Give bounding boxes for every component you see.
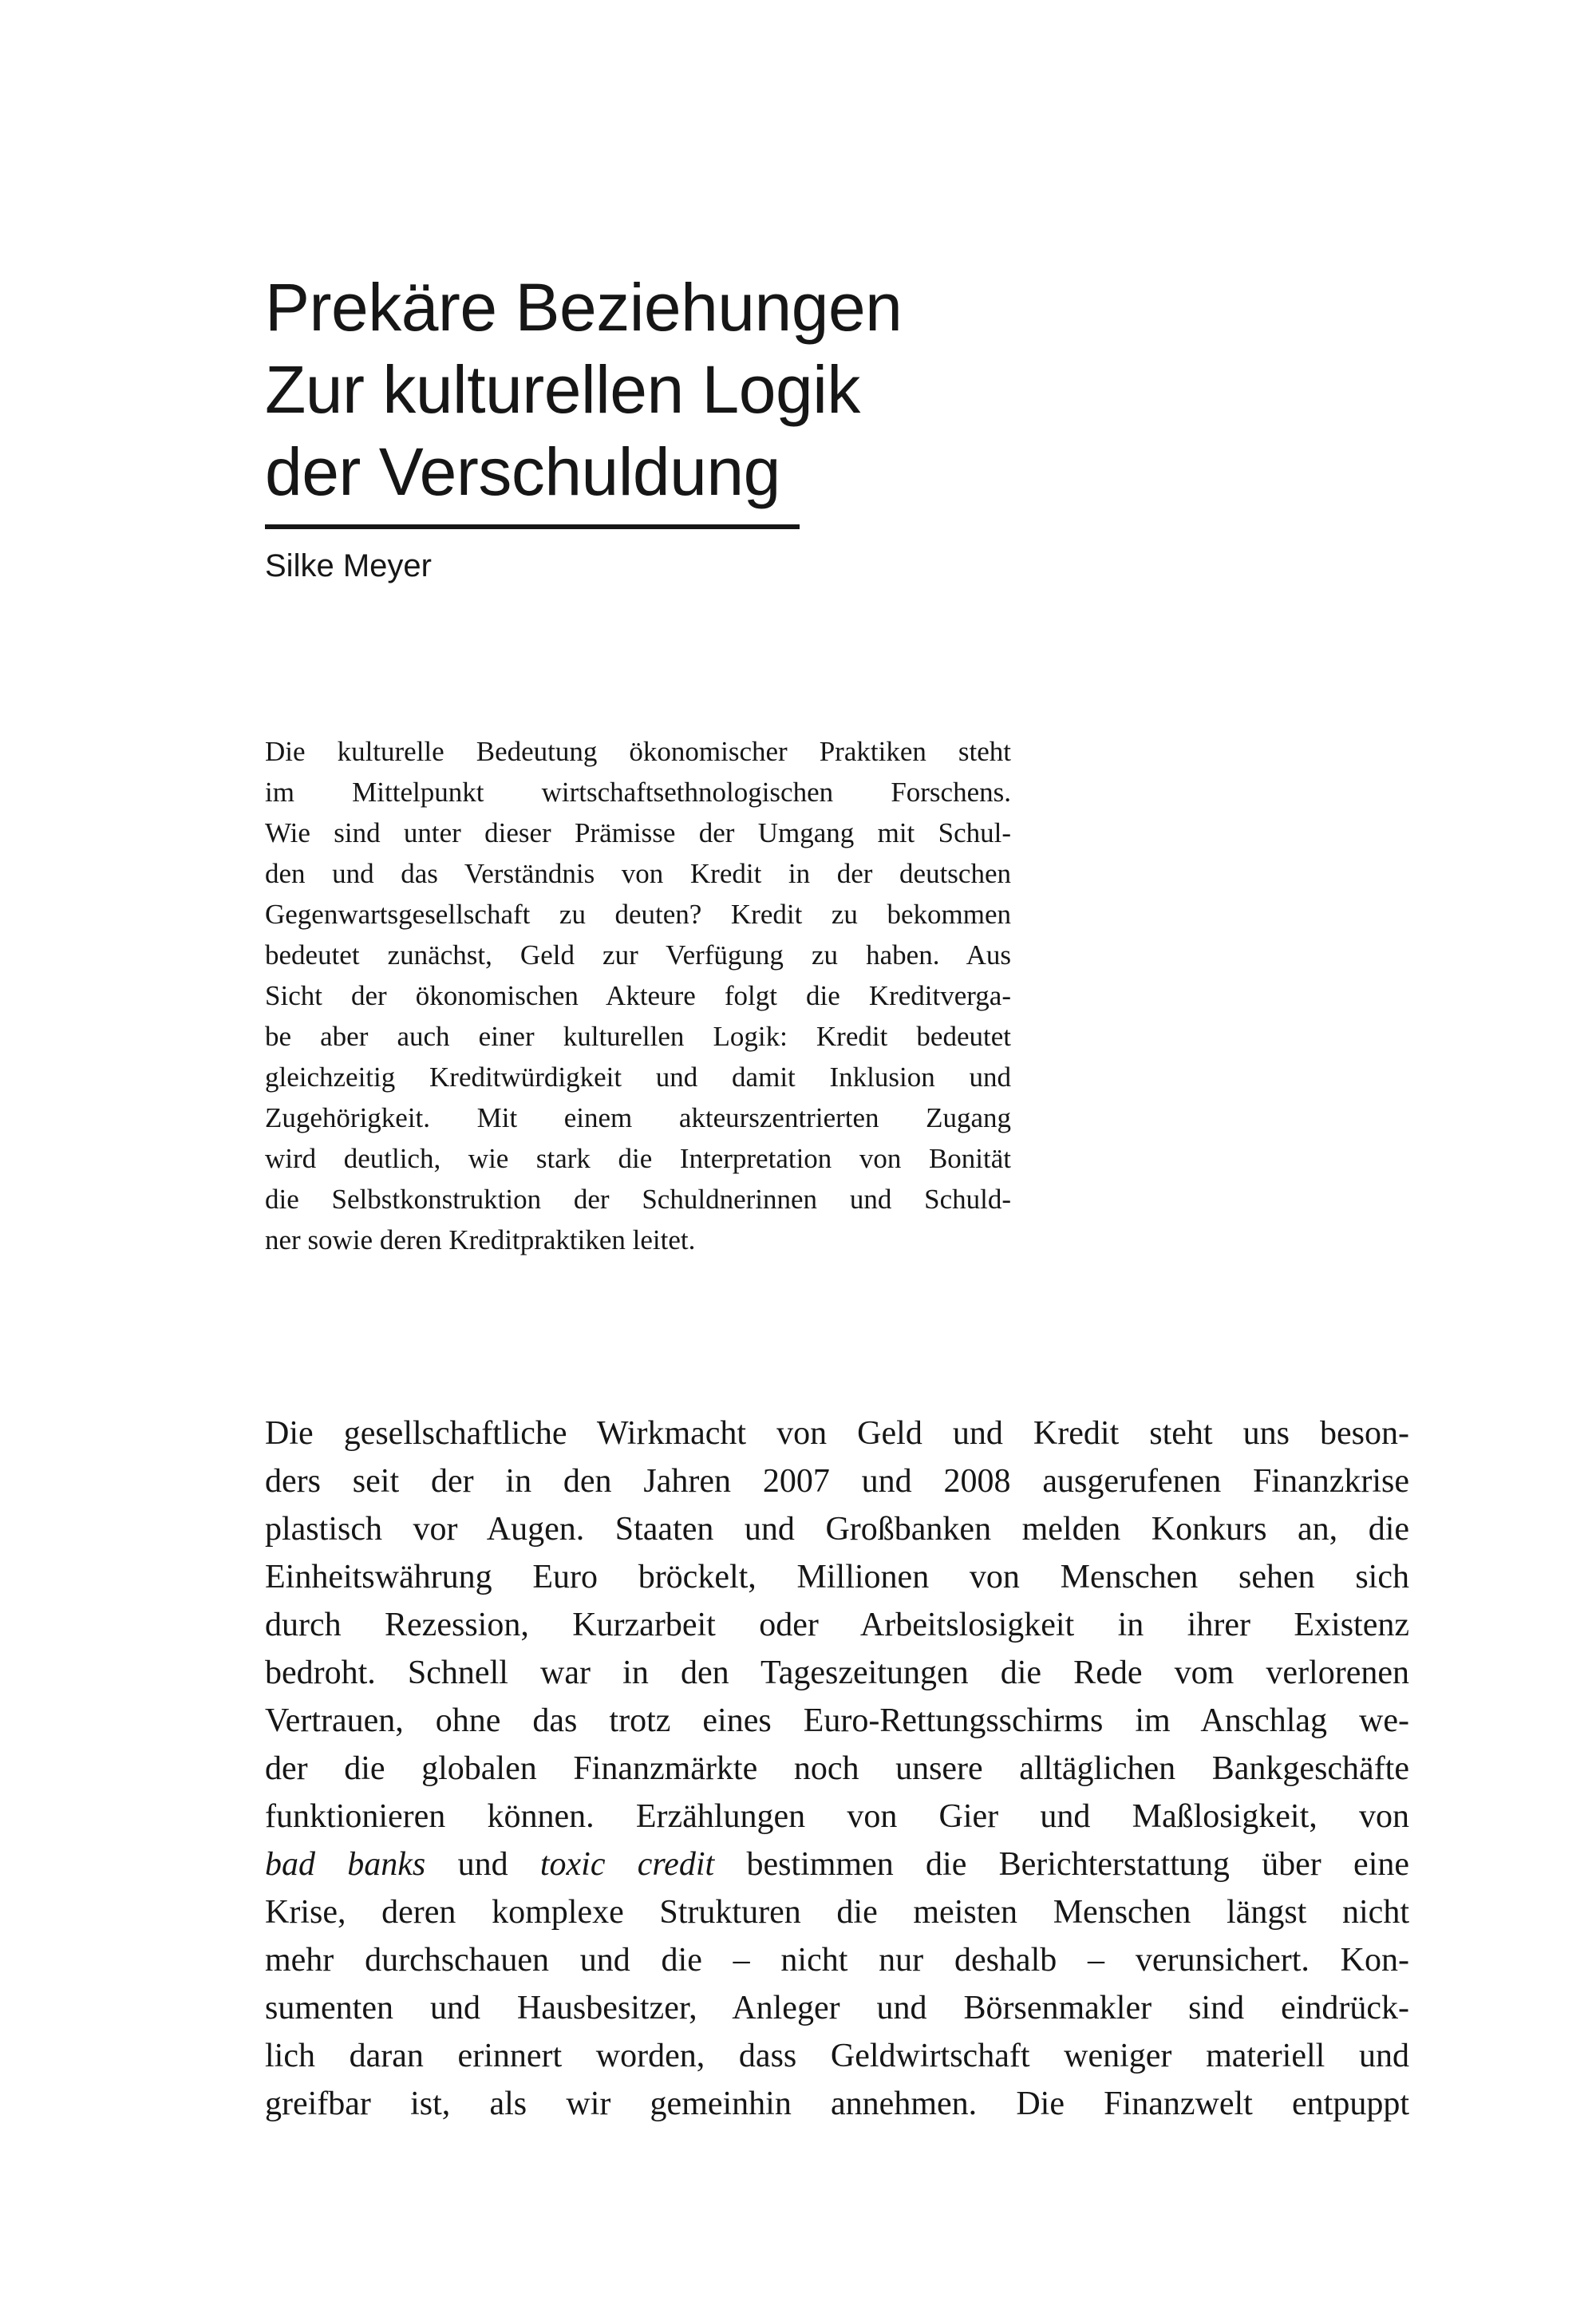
abstract-line: im Mittelpunkt wirtschaftsethnologischen Forschens. <box>265 777 1011 808</box>
body-text-segment: durch Rezession, Kurzarbeit oder Arbeitslosigkeit in ihrer Existenz <box>265 1607 1409 1643</box>
abstract-line: Zugehörigkeit. Mit einem akteurszentrierten Zugang <box>265 1102 1011 1133</box>
body-line <box>265 1888 1409 1936</box>
abstract-line: die Selbstkonstruktion der Schuldnerinnen und Schuld- <box>265 1184 1011 1215</box>
body-text-segment: mehr durchschauen und die – nicht nur deshalb – verunsichert. Kon- <box>265 1942 1409 1979</box>
body-line <box>265 1553 1409 1601</box>
italic-term: toxic credit <box>539 1846 715 1883</box>
body-text-segment: bestimmen die Berichterstattung über eine <box>714 1846 1409 1883</box>
body-line <box>265 1505 1409 1553</box>
body-text-segment: ders seit der in den Jahren 2007 und 2008 ausgerufenen Finanzkrise <box>265 1463 1409 1500</box>
body-text-segment: plastisch vor Augen. Staaten und Großbanken melden Konkurs an, die <box>265 1511 1409 1548</box>
body-text-segment: und <box>425 1846 540 1883</box>
abstract <box>265 731 1011 1260</box>
title-line-3: der Verschuldung <box>265 434 780 510</box>
body-line <box>265 1697 1409 1745</box>
title-rule <box>265 524 800 529</box>
body-text-segment: sumenten und Hausbesitzer, Anleger und Börsenmakler sind eindrück- <box>265 1990 1409 2026</box>
abstract-line: Gegenwartsgesellschaft zu deuten? Kredit zu bekommen <box>265 899 1011 930</box>
body-text-segment: Vertrauen, ohne das trotz eines Euro-Rettungsschirms im Anschlag we- <box>265 1702 1409 1739</box>
abstract-line: wird deutlich, wie stark die Interpretation von Bonität <box>265 1143 1011 1174</box>
title-line-1: Prekäre Beziehungen <box>265 270 903 346</box>
body-text-segment: lich daran erinnert worden, dass Geldwirtschaft weniger materiell und <box>265 2038 1409 2074</box>
body-text-segment: Die gesellschaftliche Wirkmacht von Geld und Kredit steht uns beson- <box>265 1415 1409 1452</box>
body-text-segment: greifbar ist, als wir gemeinhin annehmen. Die Finanzwelt entpuppt <box>265 2086 1409 2122</box>
italic-term: bad banks <box>265 1846 426 1883</box>
body-text-segment: der die globalen Finanzmärkte noch unsere alltäglichen Bankgeschäfte <box>265 1750 1409 1787</box>
body-line <box>265 1793 1409 1840</box>
chapter-title <box>265 267 1462 513</box>
body-line <box>265 2080 1409 2128</box>
body-line <box>265 1840 1409 1888</box>
abstract-line: Die kulturelle Bedeutung ökonomischer Praktiken steht <box>265 736 1011 767</box>
title-line-2: Zur kulturellen Logik <box>265 352 860 428</box>
body-line <box>265 1410 1409 1457</box>
body-text-segment: Einheitswährung Euro bröckelt, Millionen von Menschen sehen sich <box>265 1559 1409 1595</box>
abstract-line: gleichzeitig Kreditwürdigkeit und damit Inklusion und <box>265 1062 1011 1093</box>
body-line <box>265 2032 1409 2080</box>
body-text-segment: funktionieren können. Erzählungen von Gier und Maßlosigkeit, von <box>265 1798 1409 1835</box>
body-text-segment: Krise, deren komplexe Strukturen die meisten Menschen längst nicht <box>265 1894 1409 1931</box>
body-line <box>265 1649 1409 1697</box>
abstract-line: ner sowie deren Kreditpraktiken leitet. <box>265 1224 696 1255</box>
abstract-line: den und das Verständnis von Kredit in der deutschen <box>265 858 1011 889</box>
body-line <box>265 1601 1409 1649</box>
abstract-line: bedeutet zunächst, Geld zur Verfügung zu haben. Aus <box>265 939 1011 971</box>
abstract-line: be aber auch einer kulturellen Logik: Kredit bedeutet <box>265 1021 1011 1052</box>
abstract-line: Wie sind unter dieser Prämisse der Umgang mit Schul- <box>265 817 1011 848</box>
body-line <box>265 1745 1409 1793</box>
body-line <box>265 1936 1409 1984</box>
body-text-segment: bedroht. Schnell war in den Tageszeitungen die Rede vom verlorenen <box>265 1655 1409 1691</box>
author-name: Silke Meyer <box>265 548 432 583</box>
body-line <box>265 1984 1409 2032</box>
body-text <box>265 1410 1409 2128</box>
body-line <box>265 1457 1409 1505</box>
abstract-line: Sicht der ökonomischen Akteure folgt die Kreditverga- <box>265 980 1011 1011</box>
